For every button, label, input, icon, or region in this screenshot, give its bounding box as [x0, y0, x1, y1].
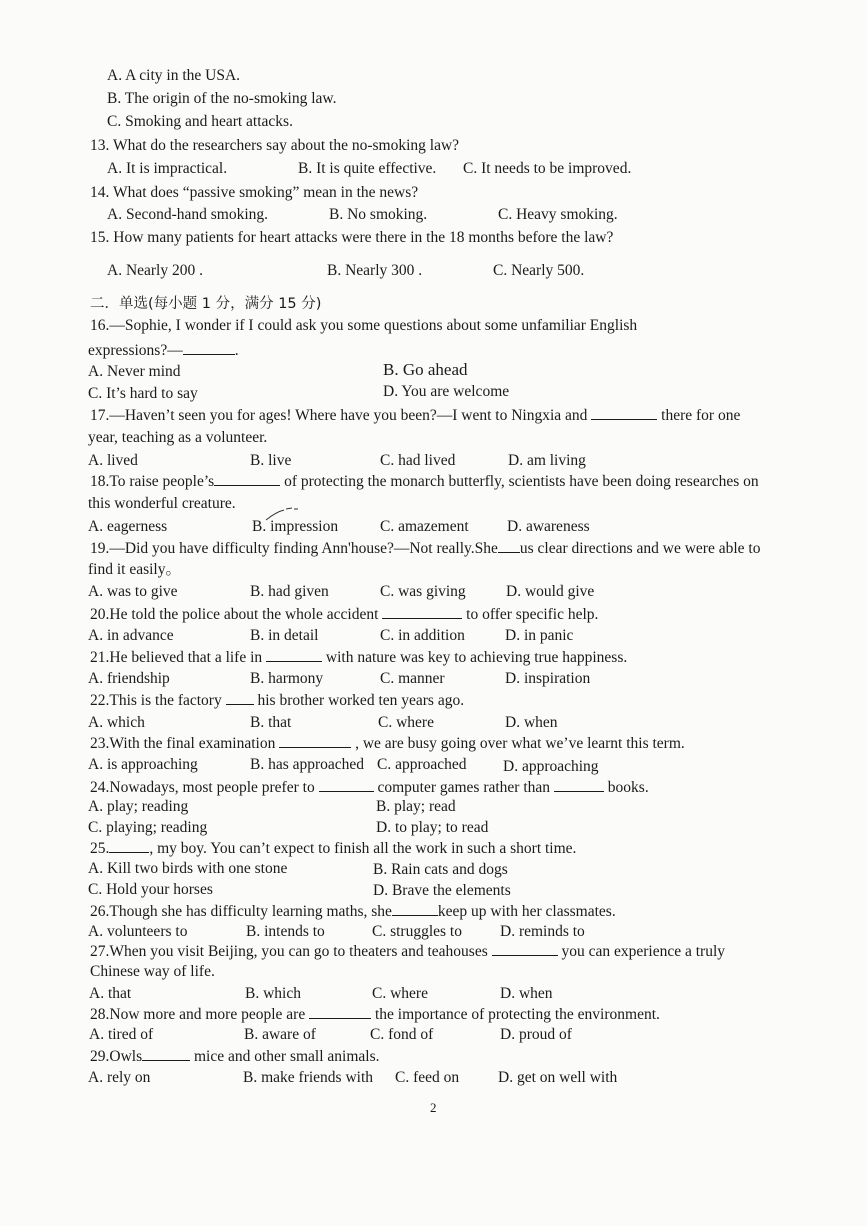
answer-blank[interactable]	[183, 340, 235, 355]
q18-stem-line2: this wonderful creature.	[88, 495, 236, 512]
q15-option-a: A. Nearly 200 .	[107, 262, 203, 279]
q13-option-c: C. It needs to be improved.	[463, 160, 632, 177]
q29-option-d: D. get on well with	[498, 1069, 618, 1086]
q26-option-a: A. volunteers to	[88, 923, 188, 940]
q16-option-c: C. It’s hard to say	[88, 385, 198, 402]
q13-option-b: B. It is quite effective.	[298, 160, 437, 177]
q14-option-b: B. No smoking.	[329, 206, 428, 223]
q15-option-b: B. Nearly 300 .	[327, 262, 423, 279]
q27-stem-line2: Chinese way of life.	[90, 963, 215, 980]
q21-option-d: D. inspiration	[505, 670, 591, 687]
q19-option-c: C. was giving	[380, 583, 466, 600]
q28-option-d: D. proud of	[500, 1026, 572, 1043]
q21-option-a: A. friendship	[88, 670, 170, 687]
q28-option-a: A. tired of	[89, 1026, 154, 1043]
answer-blank[interactable]	[319, 777, 374, 792]
q20-option-a: A. in advance	[88, 627, 174, 644]
q23-option-a: A. is approaching	[88, 756, 198, 773]
q25-option-c: C. Hold your horses	[88, 881, 213, 898]
q17-option-c: C. had lived	[380, 452, 456, 469]
pencil-mark	[262, 506, 302, 524]
q16-option-d: D. You are welcome	[383, 383, 510, 400]
answer-blank[interactable]	[109, 838, 149, 853]
q13-stem: 13. What do the researchers say about the no-smoking law?	[90, 137, 460, 154]
q25-option-b: B. Rain cats and dogs	[373, 861, 508, 878]
q22-option-a: A. which	[88, 714, 145, 731]
q24-stem: 24.Nowadays, most people prefer to computer games rather than books.	[90, 779, 649, 796]
q20-stem: 20.He told the police about the whole accident to offer specific help.	[90, 606, 599, 623]
q16-stem-line1: 16.—Sophie, I wonder if I could ask you some questions about some unfamiliar English	[90, 317, 638, 334]
q18-option-a: A. eagerness	[88, 518, 168, 535]
q23-stem: 23.With the final examination , we are busy going over what we’ve learnt this term.	[90, 735, 685, 752]
q28-option-c: C. fond of	[370, 1026, 434, 1043]
q27-stem-line1: 27.When you visit Beijing, you can go to theaters and teahouses you can experience a truly	[90, 943, 726, 960]
q29-option-b: B. make friends with	[243, 1069, 374, 1086]
q12-option-a: A. A city in the USA.	[107, 67, 241, 84]
q16-option-b: B. Go ahead	[383, 360, 468, 379]
q20-option-b: B. in detail	[250, 627, 319, 644]
answer-blank[interactable]	[392, 901, 438, 916]
q22-option-c: C. where	[378, 714, 434, 731]
answer-blank[interactable]	[309, 1004, 371, 1019]
q26-option-d: D. reminds to	[500, 923, 585, 940]
q26-option-c: C. struggles to	[372, 923, 462, 940]
answer-blank[interactable]	[382, 604, 462, 619]
q15-stem: 15. How many patients for heart attacks were there in the 18 months before the law?	[90, 229, 614, 246]
q24-option-a: A. play; reading	[88, 798, 189, 815]
answer-blank[interactable]	[591, 405, 657, 420]
answer-blank[interactable]	[226, 690, 254, 705]
q25-stem: 25. , my boy. You can’t expect to finish all the work in such a short time.	[90, 840, 577, 857]
q17-stem-line1: 17.—Haven’t seen you for ages! Where have you been?—I went to Ningxia and there for one	[90, 407, 741, 424]
q17-option-b: B. live	[250, 452, 292, 469]
answer-blank[interactable]	[266, 647, 322, 662]
q13-option-a: A. It is impractical.	[107, 160, 228, 177]
q12-option-c: C. Smoking and heart attacks.	[107, 113, 293, 130]
q23-option-c: C. approached	[377, 756, 467, 773]
q14-stem: 14. What does “passive smoking” mean in the news?	[90, 184, 419, 201]
q20-option-c: C. in addition	[380, 627, 465, 644]
q24-option-d: D. to play; to read	[376, 819, 489, 836]
q16-stem-line2: expressions?— .	[88, 342, 239, 359]
q25-option-a: A. Kill two birds with one stone	[88, 860, 288, 877]
q18-option-b: B. impression	[252, 518, 339, 535]
q28-option-b: B. aware of	[244, 1026, 316, 1043]
q19-stem-line2: find it easily。	[88, 561, 181, 578]
q29-option-a: A. rely on	[88, 1069, 151, 1086]
q19-option-d: D. would give	[506, 583, 595, 600]
answer-blank[interactable]	[214, 471, 280, 486]
q17-stem-line2: year, teaching as a volunteer.	[88, 429, 268, 446]
q17-option-a: A. lived	[88, 452, 138, 469]
q21-stem: 21.He believed that a life in with nature was key to achieving true happiness.	[90, 649, 628, 666]
answer-blank[interactable]	[279, 733, 351, 748]
q18-option-d: D. awareness	[507, 518, 590, 535]
q23-option-b: B. has approached	[250, 756, 365, 773]
answer-blank[interactable]	[142, 1046, 190, 1061]
q22-option-b: B. that	[250, 714, 292, 731]
q28-stem: 28.Now more and more people are the importance of protecting the environment.	[90, 1006, 660, 1023]
section-title: 二．单选(每小题 1 分，满分 15 分)	[90, 296, 322, 312]
answer-blank[interactable]	[554, 777, 604, 792]
q29-option-c: C. feed on	[395, 1069, 460, 1086]
q19-option-b: B. had given	[250, 583, 329, 600]
q26-stem: 26.Though she has difficulty learning maths, she keep up with her classmates.	[90, 903, 616, 920]
q29-stem: 29.Owls mice and other small animals.	[90, 1048, 380, 1065]
q21-option-b: B. harmony	[250, 670, 324, 687]
page-number: 2	[430, 1100, 437, 1115]
q22-stem: 22.This is the factory his brother worked ten years ago.	[90, 692, 465, 709]
q20-option-d: D. in panic	[505, 627, 574, 644]
q16-option-a: A. Never mind	[88, 363, 181, 380]
q12-option-b: B. The origin of the no-smoking law.	[107, 90, 337, 107]
q25-option-d: D. Brave the elements	[373, 882, 511, 899]
q19-option-a: A. was to give	[88, 583, 178, 600]
q15-option-c: C. Nearly 500.	[493, 262, 585, 279]
q21-option-c: C. manner	[380, 670, 445, 687]
answer-blank[interactable]	[498, 538, 520, 553]
q14-option-a: A. Second-hand smoking.	[107, 206, 269, 223]
q24-option-b: B. play; read	[376, 798, 456, 815]
q27-option-c: C. where	[372, 985, 428, 1002]
q24-option-c: C. playing; reading	[88, 819, 208, 836]
q23-option-d: D. approaching	[503, 758, 599, 775]
q14-option-c: C. Heavy smoking.	[498, 206, 618, 223]
q19-stem-line1: 19.—Did you have difficulty finding Ann'house?—Not really.She us clear directions and we were able to	[90, 540, 761, 557]
q22-option-d: D. when	[505, 714, 558, 731]
q18-option-c: C. amazement	[380, 518, 469, 535]
q27-option-d: D. when	[500, 985, 553, 1002]
q17-option-d: D. am living	[508, 452, 586, 469]
q18-stem-line1: 18.To raise people’s of protecting the monarch butterfly, scientists have been doing researches on	[90, 473, 759, 490]
answer-blank[interactable]	[492, 941, 558, 956]
q27-option-b: B. which	[245, 985, 301, 1002]
q26-option-b: B. intends to	[246, 923, 325, 940]
q27-option-a: A. that	[89, 985, 132, 1002]
